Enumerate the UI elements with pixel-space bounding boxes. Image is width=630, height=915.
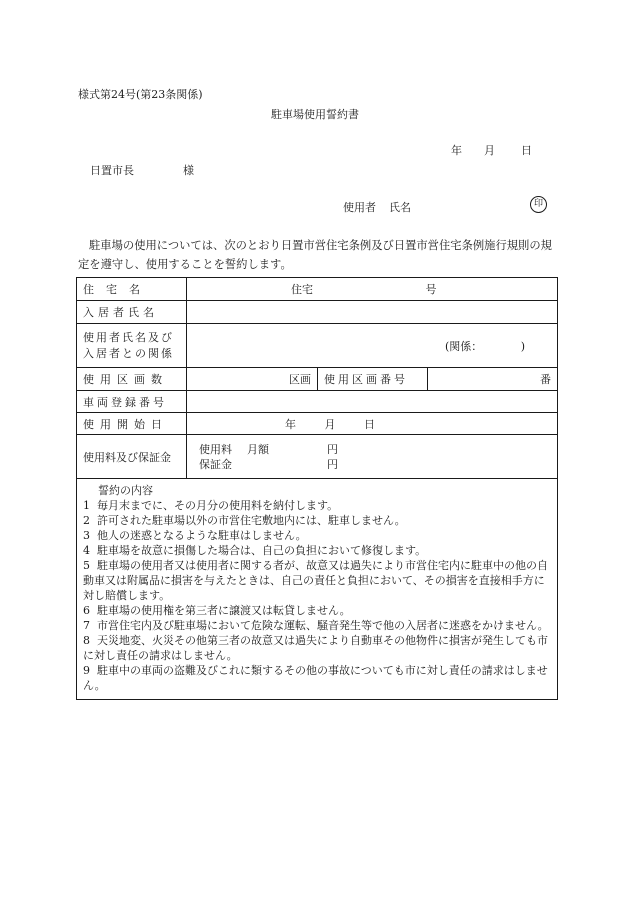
relation-label — [77, 324, 187, 368]
addressee-name: 日置市長 — [90, 164, 134, 177]
date-year-label: 年 — [451, 144, 462, 157]
fee-line — [199, 442, 551, 457]
user-label: 使用者 — [343, 201, 376, 214]
pledge-form-table — [76, 277, 558, 700]
resident-value[interactable] — [187, 301, 558, 324]
housing-unit-a: 住宅 — [291, 283, 313, 296]
fee-name: 使用料 — [199, 442, 232, 456]
start-label: 使用開始日 — [77, 413, 187, 435]
pledge-heading: 誓約の内容 — [98, 484, 153, 497]
pledge-item — [82, 603, 552, 618]
start-value[interactable] — [187, 413, 558, 435]
sections-value[interactable] — [187, 368, 318, 391]
fee-label: 使用料及び保証金 — [77, 435, 187, 479]
section-number-value[interactable] — [428, 368, 558, 391]
pledge-item-text: 毎月末までに、その月分の使用料を納付します。 — [97, 499, 339, 512]
fee-row — [77, 435, 558, 479]
user-name-label: 氏名 — [389, 201, 411, 214]
deposit-name: 保証金 — [199, 457, 232, 471]
pledge-item — [82, 633, 552, 663]
pledge-item — [82, 528, 552, 543]
pledge-item-text: 駐車場の使用権を第三者に譲渡又は転貸しません。 — [97, 604, 351, 617]
pledge-row — [77, 479, 558, 700]
pledge-item — [82, 558, 552, 603]
pledge-item-number: 9 — [83, 664, 90, 677]
fee-value[interactable] — [187, 435, 558, 479]
vehicle-label: 車両登録番号 — [77, 391, 187, 413]
vehicle-value[interactable] — [187, 391, 558, 413]
intro-paragraph: 駐車場の使用については、次のとおり日置市営住宅条例及び日置市営住宅条例施行規則の規定を遵守し、使用することを誓約します。 — [78, 239, 552, 271]
section-number-label: 使用区画番号 — [318, 368, 428, 391]
sections-row — [77, 368, 558, 391]
pledge-list — [82, 498, 552, 693]
deposit-line — [199, 457, 551, 472]
vehicle-row — [77, 391, 558, 413]
pledge-item-number: 1 — [83, 499, 90, 512]
housing-label: 住宅名 — [77, 278, 187, 301]
deposit-spacer — [247, 457, 327, 472]
pledge-item-text: 駐車場を故意に損傷した場合は、自己の負担において修復します。 — [97, 544, 427, 557]
pledge-item-text: 市営住宅内及び駐車場において危険な運転、騒音発生等で他の入居者に迷惑をかけません。 — [97, 619, 549, 632]
pledge-item — [82, 498, 552, 513]
fee-sub: 月額 — [247, 442, 269, 456]
sections-unit: 区画 — [289, 373, 311, 386]
housing-unit-b: 号 — [425, 283, 437, 296]
pledge-item-text: 天災地変、火災その他第三者の故意又は過失により自動車その他物件に損害が発生しても市に対し責任の請求はしません。 — [83, 634, 548, 662]
start-year: 年 — [285, 417, 296, 431]
pledge-item-number: 7 — [83, 619, 90, 632]
fee-unit: 円 — [327, 442, 338, 456]
pledge-item-number: 8 — [83, 634, 90, 647]
start-day: 日 — [364, 417, 375, 431]
housing-row — [77, 278, 558, 301]
pledge-item — [82, 543, 552, 558]
pledge-item-number: 2 — [83, 514, 90, 527]
section-number-unit: 番 — [540, 373, 551, 386]
pledge-item — [82, 618, 552, 633]
resident-label: 入居者氏名 — [77, 301, 187, 324]
start-month: 月 — [324, 417, 336, 431]
pledge-item-number: 4 — [83, 544, 90, 557]
relation-value[interactable]: (関係： ) — [187, 324, 558, 368]
pledge-item-text: 他人の迷惑となるような駐車はしません。 — [97, 529, 307, 542]
document-title: 駐車場使用誓約書 — [271, 108, 359, 121]
pledge-cell — [77, 479, 558, 700]
pledge-item-number: 6 — [83, 604, 90, 617]
addressee-honorific: 様 — [183, 164, 194, 177]
housing-value[interactable] — [187, 278, 558, 301]
start-row — [77, 413, 558, 435]
resident-row — [77, 301, 558, 324]
relation-label-line2: 入居者との関係 — [83, 346, 174, 360]
pledge-item-number: 3 — [83, 529, 90, 542]
pledge-item-text: 駐車中の車両の盗難及びこれに類するその他の事故についても市に対し責任の請求はしません。 — [83, 664, 548, 692]
pledge-item-text: 許可された駐車場以外の市営住宅敷地内には、駐車しません。 — [97, 514, 406, 527]
pledge-item — [82, 513, 552, 528]
relation-label-line1: 使用者氏名及び — [83, 330, 174, 344]
pledge-item — [82, 663, 552, 693]
pledge-item-text: 駐車場の使用者又は使用者に関する者が、故意又は過失により市営住宅内に駐車中の他の自動車又は附属品に損害を与えたときは、自己の責任と負担において、その損害を直接相手方に対し賠償します。 — [83, 559, 548, 602]
pledge-item-number: 5 — [83, 559, 90, 572]
relation-row — [77, 324, 558, 368]
form-number: 様式第24号(第23条関係) — [78, 88, 203, 101]
seal-icon: 印 — [530, 196, 547, 213]
date-day-label: 日 — [521, 144, 532, 157]
date-month-label: 月 — [484, 144, 495, 157]
deposit-unit: 円 — [327, 457, 338, 471]
sections-label: 使用区画数 — [77, 368, 187, 391]
